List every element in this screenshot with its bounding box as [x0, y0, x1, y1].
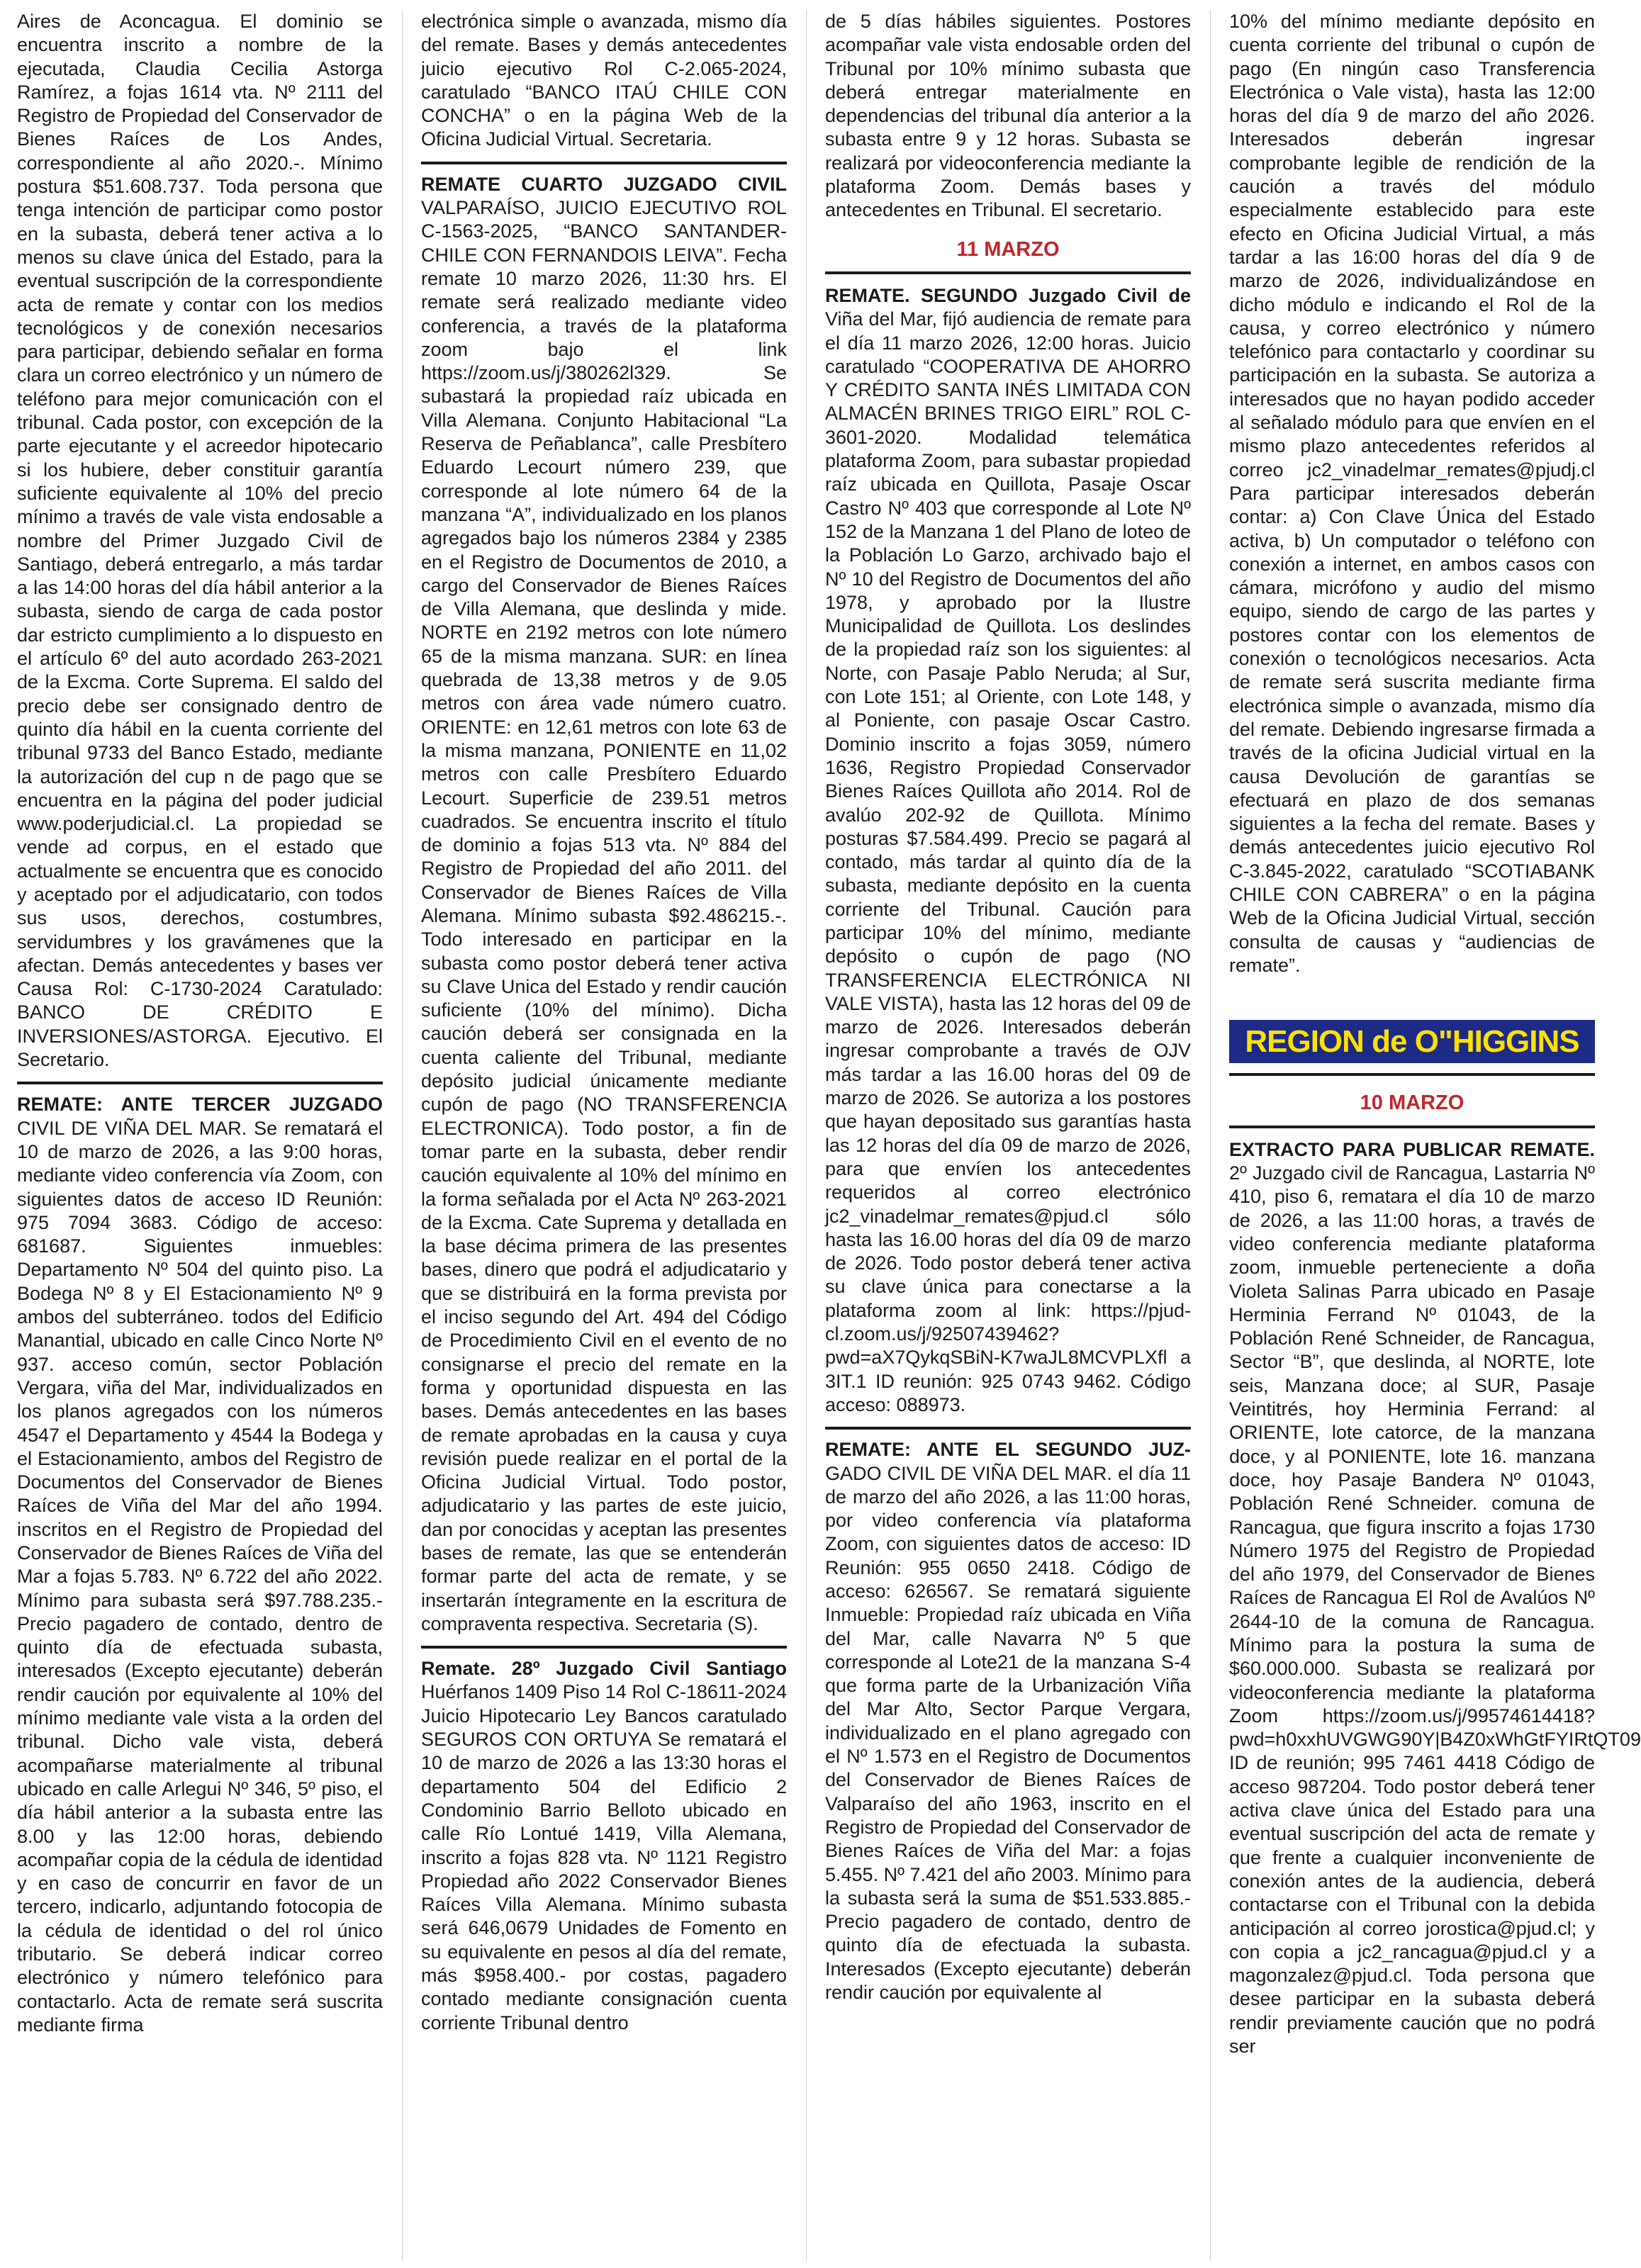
- notice-continued-scotiabank: [1229, 10, 1595, 977]
- divider: [17, 1082, 383, 1084]
- notice-segundo-juzgado-quillota: [825, 284, 1191, 1417]
- notice-text: GADO CIVIL DE VIÑA DEL MAR. el día 11 de marzo del año 2026, a las 11:00 horas, por video conferencia vía plataforma Zoom, con siguientes datos de acceso: ID Reunión: 955 0650 2418. Código de acceso: 626567. Se rematará siguiente Inmueble: Propiedad raíz ubicada en Viña del Mar, calle Navarra Nº 5 que corresponde al Lote21 de la manzana S-4 que forma parte de la Urbanización Viña del Mar Alto, Sector Parque Vergara, individualizado en el plano agregado con el Nº 1.573 en el Registro de Documentos del Conservador de Bienes Raíces de Valparaíso del año 1963, inscrito en el Registro de Propiedad del Conservador de Bienes Raíces de Viña del Mar: a fojas 5.455. Nº 7.421 del año 2003. Mínimo para la subasta será la suma de $51.533.885.- Precio pagadero de contado, dentro de quinto día de efectuada la subasta. Interesados (Excepto ejecutante) deberán rendir caución por equivalente al: [825, 1462, 1191, 2004]
- notice-heading: REMATE: ANTE EL SEGUNDO JUZ-: [825, 1439, 1191, 1461]
- column-4: [1229, 10, 1641, 2261]
- divider: [421, 162, 787, 164]
- column-3: [825, 10, 1191, 2261]
- notice-text: Viña del Mar, fijó audiencia de remate para el día 11 marzo 2026, 12:00 horas. Juicio caratulado “COOPERATIVA DE AHORRO Y CRÉDITO SANTA INÉS LIMITADA CON ALMACÉN BRINES TRIGO EIRL” ROL C-3601-2020. Modalidad telemática plataforma Zoom, para subastar propiedad raíz ubicada en Quillota, Pasaje Oscar Castro Nº 403 que corresponde al Lote Nº 152 de la Manzana 1 del Plano de loteo de la Población Lo Garzo, archivado bajo el Nº 10 del Registro de Documentos del año 1978, y aprobado por la Ilustre Municipalidad de Quillota. Los deslindes de la propiedad raíz son los siguientes: al Norte, con Pasaje Pablo Neruda; al Sur, con Lote 151; al Oriente, con Lote 148, y al Poniente, con pasaje Oscar Castro. Dominio inscrito a fojas 3059, número 1636, Registro Propiedad Conservador Bienes Raíces Quillota año 2014. Rol de avalúo 202-92 de Quillota. Mínimo posturas $7.584.499. Precio se pagará al contado, más tardar al quinto día de la subasta, mediante depósito en la cuenta corriente del Tribunal. Caución para participar 10% del mínimo, mediante depósito o cupón de pago (NO TRANSFERENCIA ELECTRÓNICA NI VALE VISTA), hasta las 12 horas del 09 de marzo de 2026. Interesados deberán ingresar comprobante a través de OJV más tardar a las 16.00 horas del 09 de marzo de 2026. Se autoriza a los postores que hayan depositado sus garantías hasta las 12 horas del día 09 de marzo de 2026, para que envíen los antecedentes requeridos al correo electrónico jc2_vinadelmar_remates@pjud.cl sólo hasta las 16.00 horas del día 09 de marzo de 2026. Todo postor deberá tener activa su clave única para conectarse a la plataforma zoom al link: https://pjud-cl.zoom.us/j/92507439462?pwd=aX7QykqSBiN-K7waJL8MCVPLXfl a 3IT.1 ID reunión: 925 0743 9462. Código acceso: 088973.: [825, 308, 1191, 1415]
- notice-text: de 5 días hábiles siguientes. Postores acompañar vale vista endosable orden del Tribunal por 10% mínimo subasta que deberá entregar materialmente en dependencias del tribunal día anterior a la subasta entre 9 y 12 horas. Subasta se realizará por videoconferencia mediante la plataforma Zoom. Demás bases y antecedentes en Tribunal. El secretario.: [825, 11, 1191, 221]
- notice-heading: Remate. 28º Juzgado Civil Santiago: [421, 1658, 787, 1680]
- notice-heading: REMATE CUARTO JUZGADO CIVIL: [421, 173, 787, 195]
- notice-continued-los-andes: [17, 10, 383, 1072]
- column-gutter: [806, 10, 807, 2261]
- notice-text: 2º Juzgado civil de Rancagua, Lastarria Nº 410, piso 6, rematara el día 10 de marzo de 2026, a las 11:00 horas, a través de video conferencia mediante plataforma zoom, inmueble perteneciente a doña Violeta Salinas Parra ubicado en Pasaje Herminia Ferrand Nº 01043, de la Población René Schneider, de Rancagua, Sector “B”, que deslinda, al NORTE, lote seis, Manzana doce; al SUR, Pasaje Veintitrés, hoy Herminia Ferrand: al ORIENTE, lote catorce, de la manzana doce, y al PONIENTE, lote 16. manzana doce, hoy Pasaje Bandera Nº 01043, Población René Schneider. comuna de Rancagua, que figura inscrito a fojas 1730 Número 1975 del Registro de Propiedad del año 1979, del Conservador de Bienes Raíces de Rancagua El Rol de Avalúos Nº 2644-10 de la comuna de Rancagua. Mínimo para la postura la suma de $60.000.000. Subasta se realizará por videoconferencia mediante la plataforma Zoom https://zoom.us/j/99574614418?pwd=h0xxhUVGWG90Y|B4Z0xWhGtFYIRtQT09 ID de reunión; 995 7461 4418 Código de acceso 987204. Todo postor deberá tener activa clave única del Estado para una eventual suscripción del acta de remate y que frente a cualquier inconveniente de conexión antes de la audiencia, deberá contactarse con el Tribunal con la debida anticipación al correo jorostica@pjud.cl; y con copia a jc2_rancagua@pjud.cl y a magonzalez@pjud.cl. Toda persona que desee participar en la subasta deberá rendir previamente caución que no podrá ser: [1229, 1162, 1641, 2058]
- column-gutter: [402, 10, 403, 2261]
- notice-tercer-juzgado-vina: [17, 1093, 383, 2037]
- column-gutter: [1210, 10, 1211, 2261]
- notice-heading: EXTRACTO PARA PUBLICAR REMATE.: [1229, 1138, 1595, 1160]
- notice-cuarto-juzgado-valparaiso: [421, 173, 787, 1636]
- notice-28-juzgado-santiago: [421, 1657, 787, 2035]
- notice-rancagua-extracto: [1229, 1138, 1641, 2059]
- notice-segundo-juzgado-vina: [825, 1438, 1191, 2004]
- column-1: [17, 10, 383, 2261]
- notice-text: CIVIL DE VIÑA DEL MAR. Se rematará el 10 de marzo de 2026, a las 9:00 horas, mediante video conferencia vía Zoom, con siguientes datos de acceso ID Reunión: 975 7094 3683. Código de acceso: 681687. Siguientes inmuebles: Departamento Nº 504 del quinto piso. La Bodega Nº 8 y El Estacionamiento Nº 9 ambos del subterráneo. todos del Edificio Manantial, ubicado en calle Cinco Norte Nº 937. acceso común, sector Población Vergara, viña del Mar, individualizados en los planos agregados con los números 4547 el Departamento y 4544 la Bodega y el Estacionamiento, ambos del Registro de Documentos del Conservador de Bienes Raíces de Viña del Mar del año 1994. inscritos en el Registro de Propiedad del Conservador de Bienes Raíces de Viña del Mar a fojas 5.783. Nº 6.722 del año 2022. Mínimo para subasta será $97.788.235.- Precio pagadero de contado, dentro de quinto día de efectuada subasta, interesados (Excepto ejecutante) deberán rendir caución por equivalente al 10% del mínimo mediante vale vista a la orden del tribunal. Dicho vale vista, deberá acompañarse materialmente al tribunal ubicado en calle Arlegui Nº 346, 5º piso, el día hábil anterior a la subasta entre las 8.00 y las 12:00 horas, debiendo acompañar copia de la cédula de identidad y en caso de concurrir en favor de un tercero, indicarlo, adjuntando fotocopia de la cédula de identidad o del rol único tributario. Se deberá indicar correo electrónico y número telefónico para contactarlo. Acta de remate será suscrita mediante firma: [17, 1117, 383, 2036]
- column-2: [421, 10, 787, 2261]
- notice-text: VALPARAÍSO, JUICIO EJECUTIVO ROL C-1563-2025, “BANCO SANTANDER-CHILE CON FERNANDOIS LEIVA”. Fecha remate 10 marzo 2026, 11:30 hrs. El remate será realizado mediante video conferencia, a través de la plataforma zoom bajo el link https://zoom.us/j/380262l329. Se subastará la propiedad raíz ubicada en Villa Alemana. Conjunto Habitacional “La Reserva de Peñablanca”, calle Presbítero Eduardo Lecourt número 239, que corresponde al lote número 64 de la manzana “A”, individualizado en los planos agregados bajo los números 2384 y 2385 en el Registro de Documentos de 2010, a cargo del Conservador de Bienes Raíces de Villa Alemana, que deslinda y mide. NORTE en 2192 metros con lote número 65 de la misma manzana. SUR: en línea quebrada de 13,38 metros y de 9.05 metros con área vade número cuatro. ORIENTE: en 12,61 metros con lote 63 de la misma manzana, PONIENTE en 11,02 metros con calle Presbítero Eduardo Lecourt. Superficie de 239.51 metros cuadrados. Se encuentra inscrito el título de dominio a fojas 513 vta. Nº 884 del Registro de Propiedad del año 2011. del Conservador de Bienes Raíces de Villa Alemana. Mínimo subasta $92.486215.-. Todo interesado en participar en la subasta como postor deberá tener activa su Clave Unica del Estado y rendir caución suficiente (10% del mínimo). Dicha caución deberá ser consignada en la cuenta caliente del Tribunal, mediante depósito judicial únicamente mediante cupón de pago (NO TRANSFERENCIA ELECTRONICA). Todo postor, a fin de tomar parte en la subasta, deber rendir caución equivalente al 10% del mínimo en la forma señalada por el Acta Nº 263-2021 de la Excma. Cate Suprema y detallada en la base décima primera de las presentes bases, dinero que podrá el adjudicatario y que se distribuirá en la forma prevista por el inciso segundo del Art. 494 del Código de Procedimiento Civil en el evento de no consignarse el precio del remate en la forma y oportunidad dispuesta en las bases. Demás antecedentes en las bases de remate aprobadas en la causa y cuya revisión puede realizar en el portal de la Oficina Judicial Virtual. Todo postor, adjudicatario y las partes de este juicio, dan por conocidas y aceptan las presentes bases de remate, las que se entenderán formar parte del acta de remate, y se insertarán íntegramente en la escritura de compraventa respectiva. Secretaria (S).: [421, 197, 787, 1634]
- notice-text: 10% del mínimo mediante depósito en cuenta corriente del tribunal o cupón de pago (En ningún caso Transferencia Electrónica o Vale vista), hasta las 12:00 horas del día 9 de marzo del año 2026. Interesados deberán ingresar comprobante legible de rendición de la caución a través del módulo especialmente establecido para este efecto en Oficina Judicial Virtual, a más tardar a las 16:00 horas del día 9 de marzo de 2026, individualizándose en dicho módulo e indicando el Rol de la causa, y correo electrónico y número telefónico para contactarlo y coordinar su participación en la subasta. Se autoriza a interesados que no hayan podido acceder al señalado módulo para que envíen en el mismo plazo antecedentes referidos al correo jc2_vinadelmar_remates@pjudj.cl Para participar interesados deberán contar: a) Con Clave Única del Estado activa, b) Un computador o teléfono con conexión a internet, en ambos casos con cámara, micrófono y audio del mismo equipo, siendo de cargo de las partes y postores contar con los elementos de conexión o tecnológicos necesarios. Acta de remate será suscrita mediante firma electrónica simple o avanzada, mismo día del remate. Debiendo ingresarse firmada a través de la oficina Judicial virtual en la causa Devolución de garantías se efectuará en plazo de dos semanas siguientes a la fecha del remate. Bases y demás antecedentes juicio ejecutivo Rol C-3.845-2022, caratulado “SCOTIABANK CHILE CON CABRERA” o en la página Web de la Oficina Judicial Virtual, sección consulta de causas y “audiencias de remate”.: [1229, 11, 1595, 976]
- notice-continued-itau: [421, 10, 787, 152]
- notice-text: Aires de Aconcagua. El dominio se encuentra inscrito a nombre de la ejecutada, Claudia Cecilia Astorga Ramírez, a fojas 1614 vta. Nº 2111 del Registro de Propiedad del Conservador de Bienes Raíces de Los Andes, correspondiente al año 2020.-. Mínimo postura $51.608.737. Toda persona que tenga intención de participar como postor en la subasta, deberá tener activa a lo menos su clave única del Estado, para la eventual suscripción de la correspondiente acta de remate y contar con los medios tecnológicos y de conexión necesarios para participar, debiendo señalar en forma clara un correo electrónico y un número de teléfono para mejor comunicación con el tribunal. Cada postor, con excepción de la parte ejecutante y el acreedor hipotecario si los hubiere, deber constituir garantía suficiente equivalente al 10% del precio mínimo a través de vale vista endosable a nombre del Primer Juzgado Civil de Santiago, deberá entregarlo, a más tardar a las 14:00 horas del día hábil anterior a la subasta, siendo de carga de cada postor dar estricto cumplimiento a lo dispuesto en el artículo 6º del auto acordado 263-2021 de la Excma. Corte Suprema. El saldo del precio debe ser consignado dentro de quinto día hábil en la cuenta corriente del tribunal 9733 del Banco Estado, mediante la autorización del cup n de pago que se encuentra en la página del poder judicial www.poderjudicial.cl. La propiedad se vende ad corpus, en el estado que actualmente se encuentra que es conocido y aceptado por el adjudicatario, con todos sus usos, derechos, costumbres, servidumbres y los gravámenes que la afectan. Demás antecedentes y bases ver Causa Rol: C-1730-2024 Caratulado: BANCO DE CRÉDITO E INVERSIONES/ASTORGA. Ejecutivo. El Secretario.: [17, 11, 383, 1071]
- region-banner: REGION de O"HIGGINS: [1229, 1020, 1595, 1063]
- newspaper-page: [17, 10, 1641, 2261]
- notice-heading: REMATE: ANTE TERCER JUZGADO: [17, 1094, 383, 1116]
- date-header: 10 MARZO: [1229, 1083, 1595, 1128]
- divider: [825, 1427, 1191, 1430]
- divider: [1229, 1073, 1595, 1076]
- divider: [421, 1646, 787, 1649]
- notice-continued-28-juzgado: [825, 10, 1191, 223]
- notice-heading: REMATE. SEGUNDO Juzgado Civil de: [825, 284, 1191, 306]
- notice-text: Huérfanos 1409 Piso 14 Rol C-18611-2024 Juicio Hipotecario Ley Bancos caratulado SEGUROS CON ORTUYA Se rematará el 10 de marzo de 2026 a las 13:30 horas el departamento 504 del Edificio 2 Condominio Barrio Belloto ubicado en calle Río Lontué 1419, Villa Alemana, inscrito a fojas 828 vta. Nº 1121 Registro Propiedad año 2022 Conservador Bienes Raíces Villa Alemana. Mínimo subasta será 646,0679 Unidades de Fomento en su equivalente en pesos al día del remate, más $958.400.- por costas, pagadero contado mediante consignación cuenta corriente Tribunal dentro: [421, 1681, 787, 2033]
- date-header: 11 MARZO: [825, 230, 1191, 274]
- notice-text: electrónica simple o avanzada, mismo día del remate. Bases y demás antecedentes juicio ejecutivo Rol C-2.065-2024, caratulado “BANCO ITAÚ CHILE CON CONCHA” o en la página Web de la Oficina Judicial Virtual. Secretaria.: [421, 11, 787, 150]
